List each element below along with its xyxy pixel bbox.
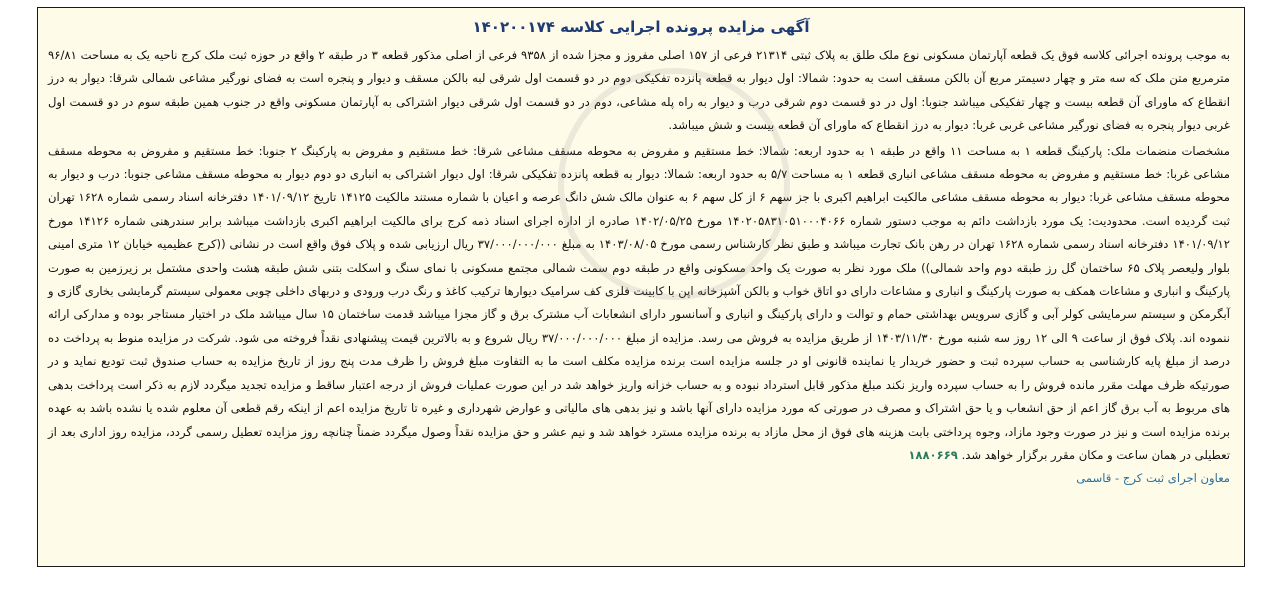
paragraph-property-description: به موجب پرونده اجرائی کلاسه فوق یک قطعه آپارتمان مسکونی نوع ملک طلق به پلاک ثبتی ۲۱۳۱۴ فرعی از ۱۵۷ اصلی مفروز و مجزا شده از ۹۳۵۸ فرعی از اصلی مذکور قطعه ۳ در طبقه ۲ واقع در حوزه ثبت ملک کرج ناحیه یک به مساحت ۹۶/۸۱ مترمربع متن ملک که سه متر و چهار دسیمتر مربع آن بالکن مسقف است به حدود: شمالا: اول دیوار به قطعه پانزده تفکیکی دوم در دو قسمت اول شرقی لبه بالکن مسقف و دیوار و پنجره است به فضای نورگیر مشاعی شمالی شرقا: دیوار به درز انقطاع که ماورای آن قطعه بیست و چهار تفکیکی میباشد جنوبا: اول در دو قسمت دوم شرقی درب و دیوار به راه پله مشاعی، دوم در دو قسمت اول شرقی دیوار اشتراکی به آپارتمان مسکونی واقع در جنوب همین طبقه سوم در دو قسمت اول غربی دیوار پنجره به فضای نورگیر مشاعی غربی غربا: دیوار به درز انقطاع که ماورای آن قطعه بیست و شش میباشد.	[48, 48, 1231, 133]
auction-notice	[37, 7, 1245, 567]
signature: معاون اجرای ثبت کرج - قاسمی	[1076, 471, 1230, 486]
paragraph-auction-terms	[48, 140, 1230, 468]
notice-title: آگهی مزایده پرونده اجرایی کلاسه ۱۴۰۲۰۰۱۷۴	[472, 18, 810, 36]
notice-code: ۱۸۸۰۶۶۹	[908, 447, 958, 462]
paragraph-auction-terms-text: مشخصات منضمات ملک: پارکینگ قطعه ۱ به مساحت ۱۱ واقع در طبقه ۱ به حدود اربعه: شمالا: خط مستقیم و مفروض به محوطه مسقف مشاعی شرقا: خط مستقیم و مفروض به پارکینگ ۲ جنوبا: خط مستقیم و مفروض به محوطه مسقف مشاعی غربا: خط مستقیم و مفروض به محوطه مسقف مشاعی انباری قطعه ۱ به مساحت ۵/۷ به حدود اربعه: شمالا: دیوار به قطعه پانزده تفکیکی شرقا: اول دیوار اشتراکی به انباری دو دوم دیوار به محوطه مسقف مشاعی جنوبا: درب و دیوار به محوطه مسقف مشاعی غربا: دیوار به محوطه مسقف مشاعی مالکیت ابراهیم اکبری با جز سهم ۶ از کل سهم ۶ به عنوان مالک شش دانگ عرصه و اعیان با شماره مستند مالکیت ۱۴۱۲۵ تاریخ ۱۴۰۱/۰۹/۱۲ دفترخانه اسناد رسمی شماره ۱۶۲۸ تهران ثبت گردیده است. محدودیت: یک مورد بازداشت دائم به موجب دستور شماره ۱۴۰۲۰۵۸۳۱۰۵۱۰۰۰۴۰۶۶ مورخ ۱۴۰۲/۰۵/۲۵ صادره از اداره اجرای اسناد ذمه کرج برای مالکیت ابراهیم اکبری بازداشت میباشد برابر سندرهنی شماره ۱۴۱۲۶ مورخ ۱۴۰۱/۰۹/۱۲ دفترخانه اسناد رسمی شماره ۱۶۲۸ تهران در رهن بانک تجارت میباشد و طبق نظر کارشناس رسمی مورخ ۱۴۰۳/۰۸/۰۵ به مبلغ ۳۷/۰۰۰/۰۰۰/۰۰۰ ریال ارزیابی شده و پلاک فوق واقع است در نشانی ((کرج عظیمیه خیابان ۱۲ متری امینی بلوار ولیعصر پلاک ۶۵ ساختمان گل رز طبقه دوم واحد شمالی)) ملک مورد نظر به صورت یک واحد مسکونی واقع در طبقه دوم سمت شمالی مجتمع مسکونی با نمای سنگ و اسکلت بتنی شش طبقه هشت واحدی مشتمل بر زیرزمین به صورت پارکینگ و انباری و مشاعات همکف به صورت پارکینگ و انباری و مشاعات دارای دو اتاق خواب و بالکن آشپزخانه اپن با کابینت فلزی کف سرامیک دیوارها ترکیب کاغذ و رنگ درب ورودی و دربهای داخلی چوبی معمولی سیستم گرمایشی بخاری گازی و آبگرمکن و سیستم سرمایشی کولر آبی و گازی سرویس بهداشتی حمام و توالت و دارای پارکینگ و انباری و آسانسور دارای انشعابات آب مشترک برق و گاز مجزا میباشد قدمت ساختمان ۱۵ سال میباشد ملک در اختیار مستاجر بوده و مدارکی ارائه ننموده اند. پلاک فوق از ساعت ۹ الی ۱۲ روز سه شنبه مورخ ۱۴۰۳/۱۱/۳۰ از طریق مزایده به فروش می رسد. مزایده از مبلغ ۳۷/۰۰۰/۰۰۰/۰۰۰ ریال شروع و به بالاترین قیمت پیشنهادی نقداً فروخته می شود. شرکت در مزایده منوط به پرداخت ده درصد از مبلغ پایه کارشناسی به حساب سپرده ثبت و حضور خریدار یا نماینده قانونی او در جلسه مزایده است برنده مزایده مکلف است ما به التفاوت مبلغ فروش را ظرف مدت پنج روز از تاریخ مزایده به حساب صندوق ثبت تودیع نماید و در صورتیکه ظرف مهلت مقرر مانده فروش را به حساب سپرده واریز نکند مبلغ مذکور قابل استرداد نبوده و به حساب خزانه واریز خواهد شد در این صورت عملیات فروش از درجه اعتبار ساقط و مزایده تجدید میگردد لازم به ذکر است پرداخت بدهی های مربوط به آب برق گاز اعم از حق انشعاب و یا حق اشتراک و مصرف در صورتی که مورد مزایده دارای آنها باشد و نیز بدهی های مالیاتی و عوارض شهرداری و غیره تا تاریخ مزایده اعم از اینکه رقم قطعی آن معلوم شده یا نشده باشد به عهده برنده مزایده است و نیز در صورت وجود مازاد، وجوه پرداختی بابت هزینه های فوق از محل مازاد به برنده مزایده مسترد خواهد شد و نیم عشر و حق مزایده نقداً وصول میگردد ضمناً چنانچه روز مزایده تعطیل رسمی گردد، مزایده روز اداری بعد از تعطیلی در همان ساعت و مکان مقرر برگزار خواهد شد.	[48, 143, 1231, 462]
notice-body	[38, 44, 1244, 467]
